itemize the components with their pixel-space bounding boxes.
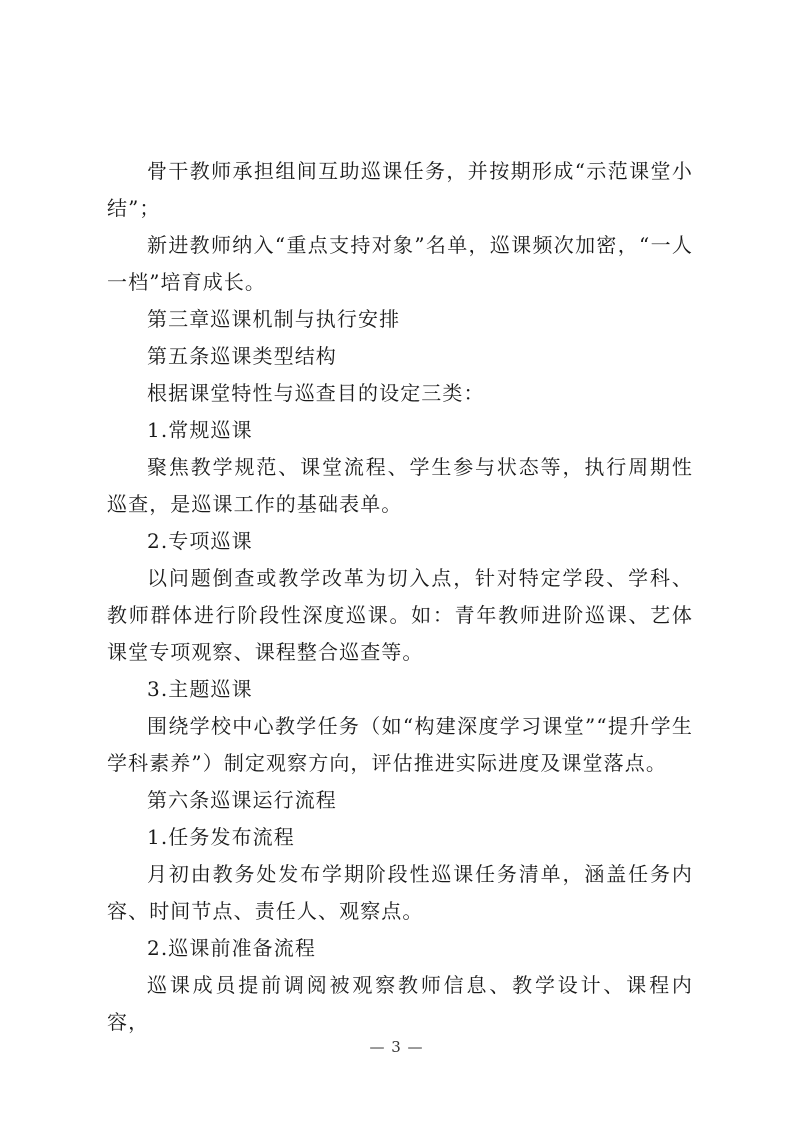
paragraph-backbone-teachers: 骨干教师承担组间互助巡课任务，并按期形成“示范课堂小结”； bbox=[107, 159, 693, 220]
document-body bbox=[107, 153, 693, 1041]
paragraph-routine-inspection: 聚焦教学规范、课堂流程、学生参与状态等，执行周期性巡查，是巡课工作的基础表单。 bbox=[107, 455, 693, 516]
item-preparation: 2.巡课前准备流程 bbox=[147, 936, 316, 960]
item-task-release: 1.任务发布流程 bbox=[147, 825, 295, 849]
item-routine-inspection: 1.常规巡课 bbox=[147, 418, 253, 442]
paragraph-theme-inspection: 围绕学校中心教学任务（如“构建深度学习课堂”“提升学生学科素养”）制定观察方向，评估推进实际进度及课堂落点。 bbox=[107, 714, 693, 775]
page-number: — 3 — bbox=[369, 1038, 424, 1056]
paragraph-special-inspection: 以问题倒查或教学改革为切入点，针对特定学段、学科、教师群体进行阶段性深度巡课。如：青年教师进阶巡课、艺体课堂专项观察、课程整合巡查等。 bbox=[107, 566, 693, 664]
chapter-3-heading: 第三章巡课机制与执行安排 bbox=[147, 307, 401, 331]
item-theme-inspection: 3.主题巡课 bbox=[147, 677, 253, 701]
paragraph-preparation: 巡课成员提前调阅被观察教师信息、教学设计、课程内容， bbox=[107, 973, 693, 1034]
item-special-inspection: 2.专项巡课 bbox=[147, 529, 253, 553]
paragraph-three-types-intro: 根据课堂特性与巡查目的设定三类： bbox=[147, 381, 485, 405]
paragraph-task-release: 月初由教务处发布学期阶段性巡课任务清单，涵盖任务内容、时间节点、责任人、观察点。 bbox=[107, 862, 693, 923]
article-5-heading: 第五条巡课类型结构 bbox=[147, 344, 337, 368]
paragraph-new-teachers: 新进教师纳入“重点支持对象”名单，巡课频次加密，“一人一档”培育成长。 bbox=[107, 233, 693, 294]
article-6-heading: 第六条巡课运行流程 bbox=[147, 788, 337, 812]
